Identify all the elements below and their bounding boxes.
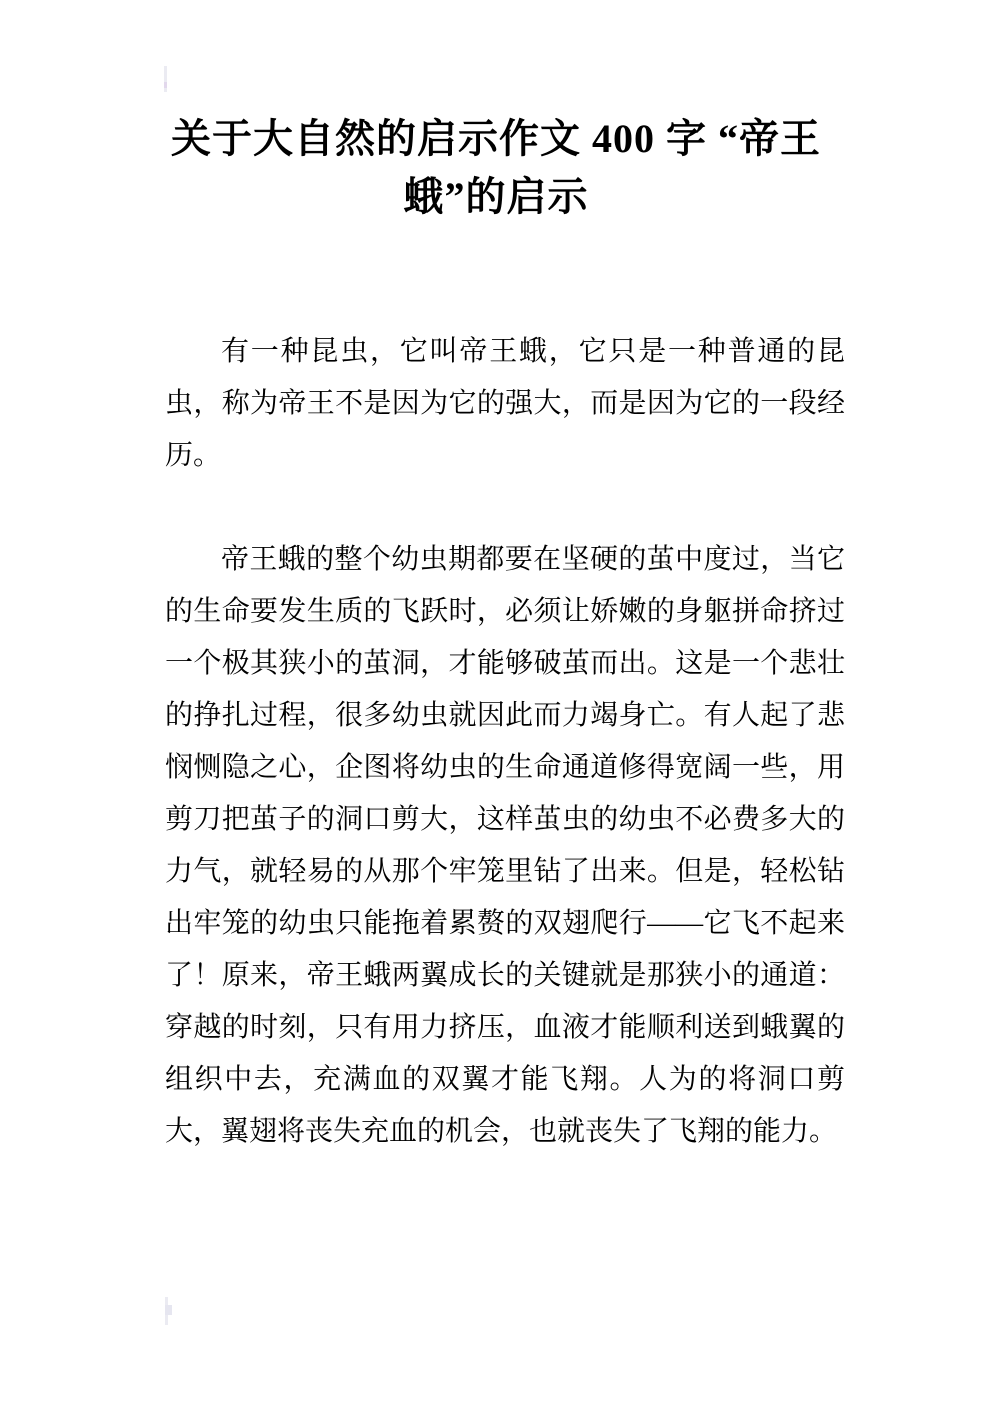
page-title [146,110,846,226]
page-title-line-1: 关于大自然的启示作文 400 字 “帝王 [171,116,821,161]
cursor-artifact-top [164,66,167,92]
paragraph-intro: 有一种昆虫，它叫帝王蛾，它只是一种普通的昆虫，称为帝王不是因为它的强大，而是因为它的一段经历。 [165,336,845,471]
page-title-line-2: 蛾”的启示 [403,174,589,219]
paragraph-story: 帝王蛾的整个幼虫期都要在坚硬的茧中度过，当它的生命要发生质的飞跃时，必须让娇嫩的身躯拼命挤过一个极其狭小的茧洞，才能够破茧而出。这是一个悲壮的挣扎过程，很多幼虫就因此而力竭身亡。有人起了悲悯恻隐之心，企图将幼虫的生命通道修得宽阔一些，用剪刀把茧子的洞口剪大，这样茧虫的幼虫不必费多大的力气，就轻易的从那个牢笼里钻了出来。但是，轻松钻出牢笼的幼虫只能拖着累赘的双翅爬行——它飞不起来了！原来，帝王蛾两翼成长的关键就是那狭小的通道：穿越的时刻，只有用力挤压，血液才能顺利送到蛾翼的组织中去，充满血的双翼才能飞翔。人为的将洞口剪大，翼翅将丧失充血的机会，也就丧失了飞翔的能力。 [165,544,845,1147]
cursor-artifact-bottom [165,1297,168,1325]
document-body [165,326,845,1210]
